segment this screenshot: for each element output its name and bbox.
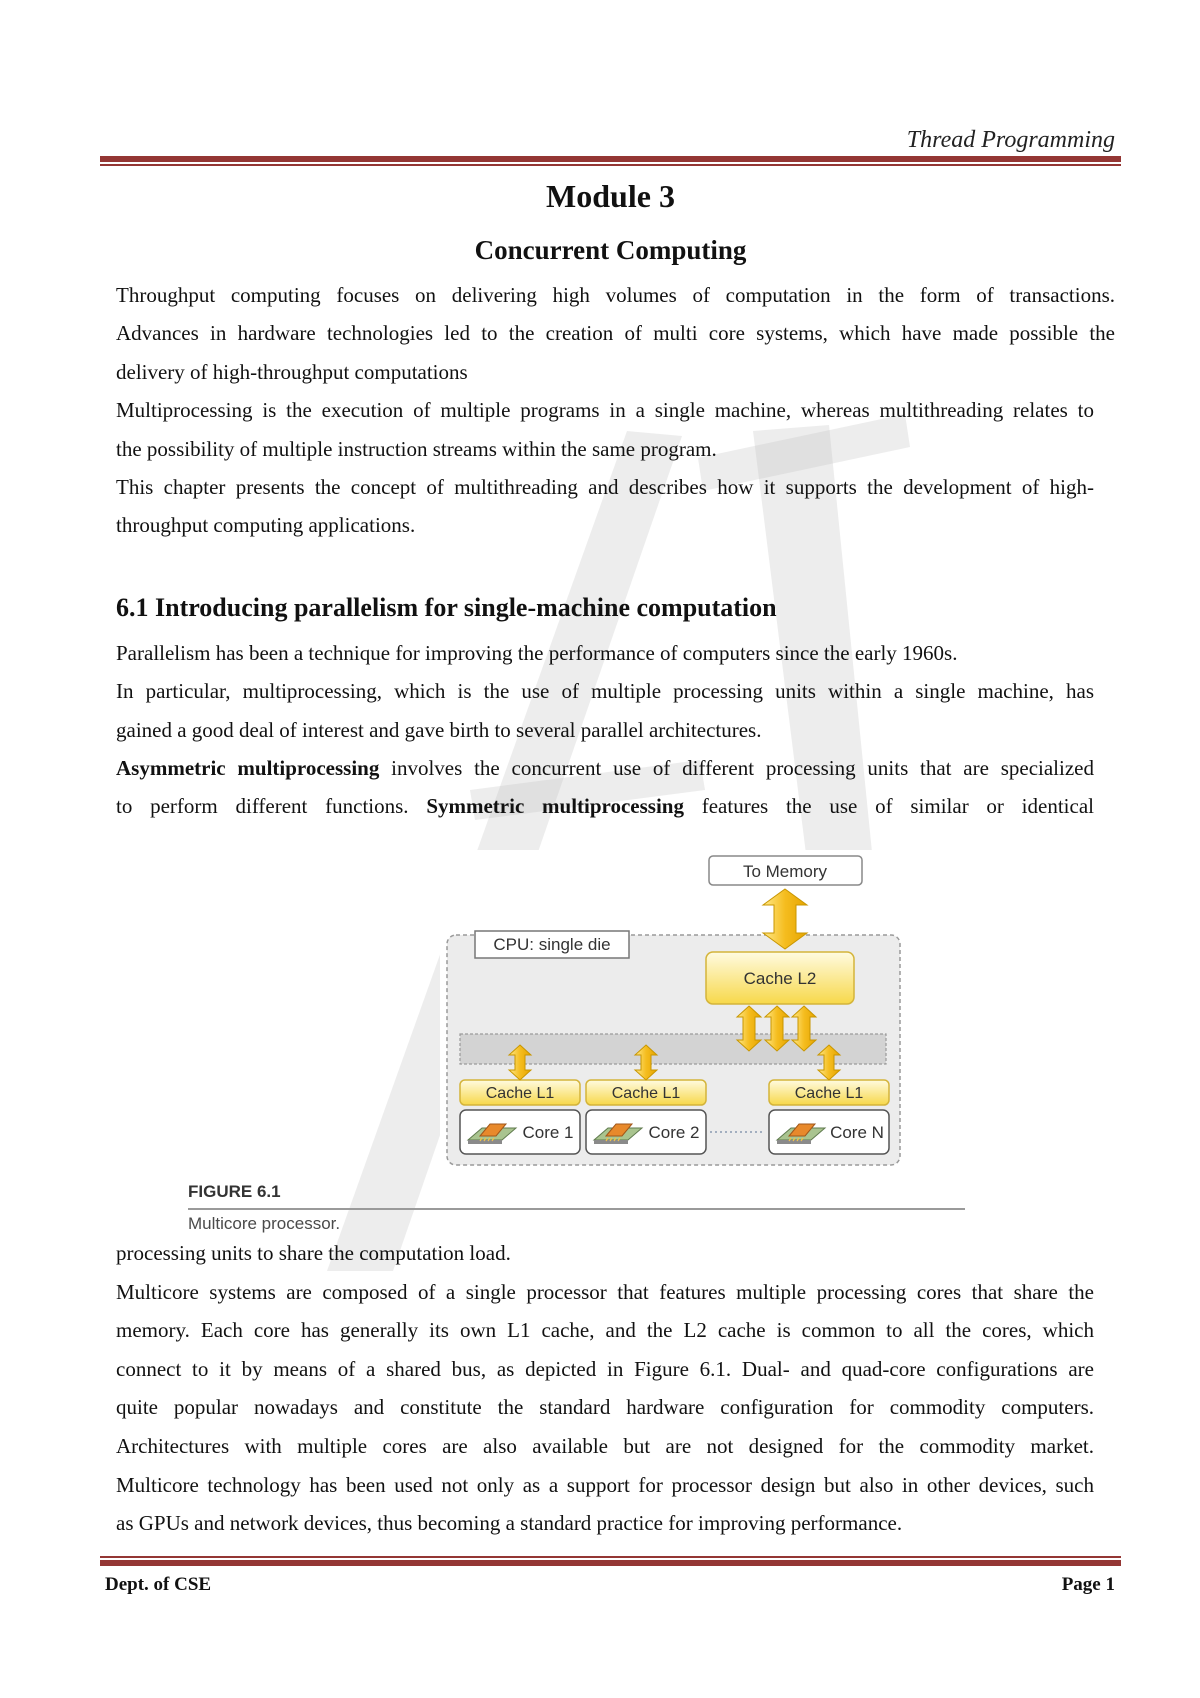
text-run: to perform different functions. [116, 794, 427, 819]
intro-text [116, 276, 1115, 545]
section-heading: 6.1 Introducing parallelism for single-machine computation [116, 593, 777, 622]
text-line: Throughput computing focuses on delivering high volumes of computation in the form of transactions. [116, 283, 1115, 307]
text-line: quite popular nowadays and constitute the standard hardware configuration for commodity computers. [116, 1395, 1094, 1420]
cpu-label: CPU: single die [493, 935, 611, 954]
bold-term: Symmetric multiprocessing [426, 794, 684, 819]
text-run: involves the concurrent use of different processing units that are specialized [379, 755, 1094, 780]
cache-l2-label: Cache L2 [743, 969, 817, 988]
cache-l1-label: Cache L1 [485, 1085, 555, 1102]
text-run: features the use of similar or identical [683, 794, 1094, 819]
core-label: Core 1 [522, 1123, 574, 1142]
text-line: memory. Each core has generally its own L1 cache, and the L2 cache is common to all the cores, which [116, 1318, 1094, 1343]
text-line: Parallelism has been a technique for improving the performance of computers since the early 1960s. [116, 641, 958, 665]
text-line: delivery of high-throughput computations [116, 359, 468, 384]
multicore-diagram [440, 850, 910, 1170]
text-line: processing units to share the computation load. [116, 1241, 511, 1265]
memory-label: To Memory [742, 862, 828, 881]
core-label: Core 2 [648, 1123, 700, 1142]
text-line: Multiprocessing is the execution of multiple programs in a single machine, whereas multithreading relates to [116, 398, 1094, 423]
text-line: gained a good deal of interest and gave birth to several parallel architectures. [116, 717, 762, 742]
footer-page-number: Page 1 [1061, 1574, 1115, 1595]
text-line: the possibility of multiple instruction streams within the same program. [116, 436, 717, 461]
module-title: Module 3 [546, 178, 675, 214]
running-header-title: Thread Programming [906, 127, 1115, 153]
cache-l1-label: Cache L1 [794, 1085, 864, 1102]
text-line [116, 787, 1094, 825]
header-rule-thick [100, 156, 1121, 162]
figure-multicore-processor [440, 850, 910, 1170]
text-line: as GPUs and network devices, thus becoming a standard practice for improving performance. [116, 1511, 903, 1536]
text-line: In particular, multiprocessing, which is the use of multiple processing units within a single machine, has [116, 679, 1094, 704]
core-label: Core N [830, 1123, 884, 1142]
figure-caption-label: FIGURE 6.1 [188, 1182, 281, 1201]
figure-caption-rule [188, 1208, 965, 1210]
text-line: This chapter presents the concept of multithreading and describes how it supports the development of high- [116, 474, 1094, 499]
bold-term: Asymmetric multiprocessing [116, 755, 380, 780]
continuation-text [116, 1234, 1115, 1543]
figure-caption-text: Multicore processor. [188, 1214, 341, 1233]
footer-rule-thin [100, 1556, 1121, 1558]
text-line: connect to it by means of a shared bus, as depicted in Figure 6.1. Dual- and quad-core configurations are [116, 1356, 1094, 1381]
section-text [116, 634, 1115, 825]
text-line: Advances in hardware technologies led to the creation of multi core systems, which have made possible the [116, 321, 1115, 346]
text-line: throughput computing applications. [116, 513, 416, 538]
text-line: Multicore technology has been used not only as a support for processor design but also in other devices, such [116, 1472, 1094, 1497]
cache-l1-label: Cache L1 [611, 1085, 681, 1102]
text-line: Architectures with multiple cores are also available but are not designed for the commodity market. [116, 1433, 1094, 1458]
chapter-title: Concurrent Computing [474, 235, 747, 265]
footer-department: Dept. of CSE [105, 1574, 212, 1595]
header-rule-thin [100, 164, 1121, 166]
text-line [116, 749, 1094, 787]
text-line: Multicore systems are composed of a single processor that features multiple processing cores that share the [116, 1279, 1094, 1304]
footer-rule-thick [100, 1560, 1121, 1566]
